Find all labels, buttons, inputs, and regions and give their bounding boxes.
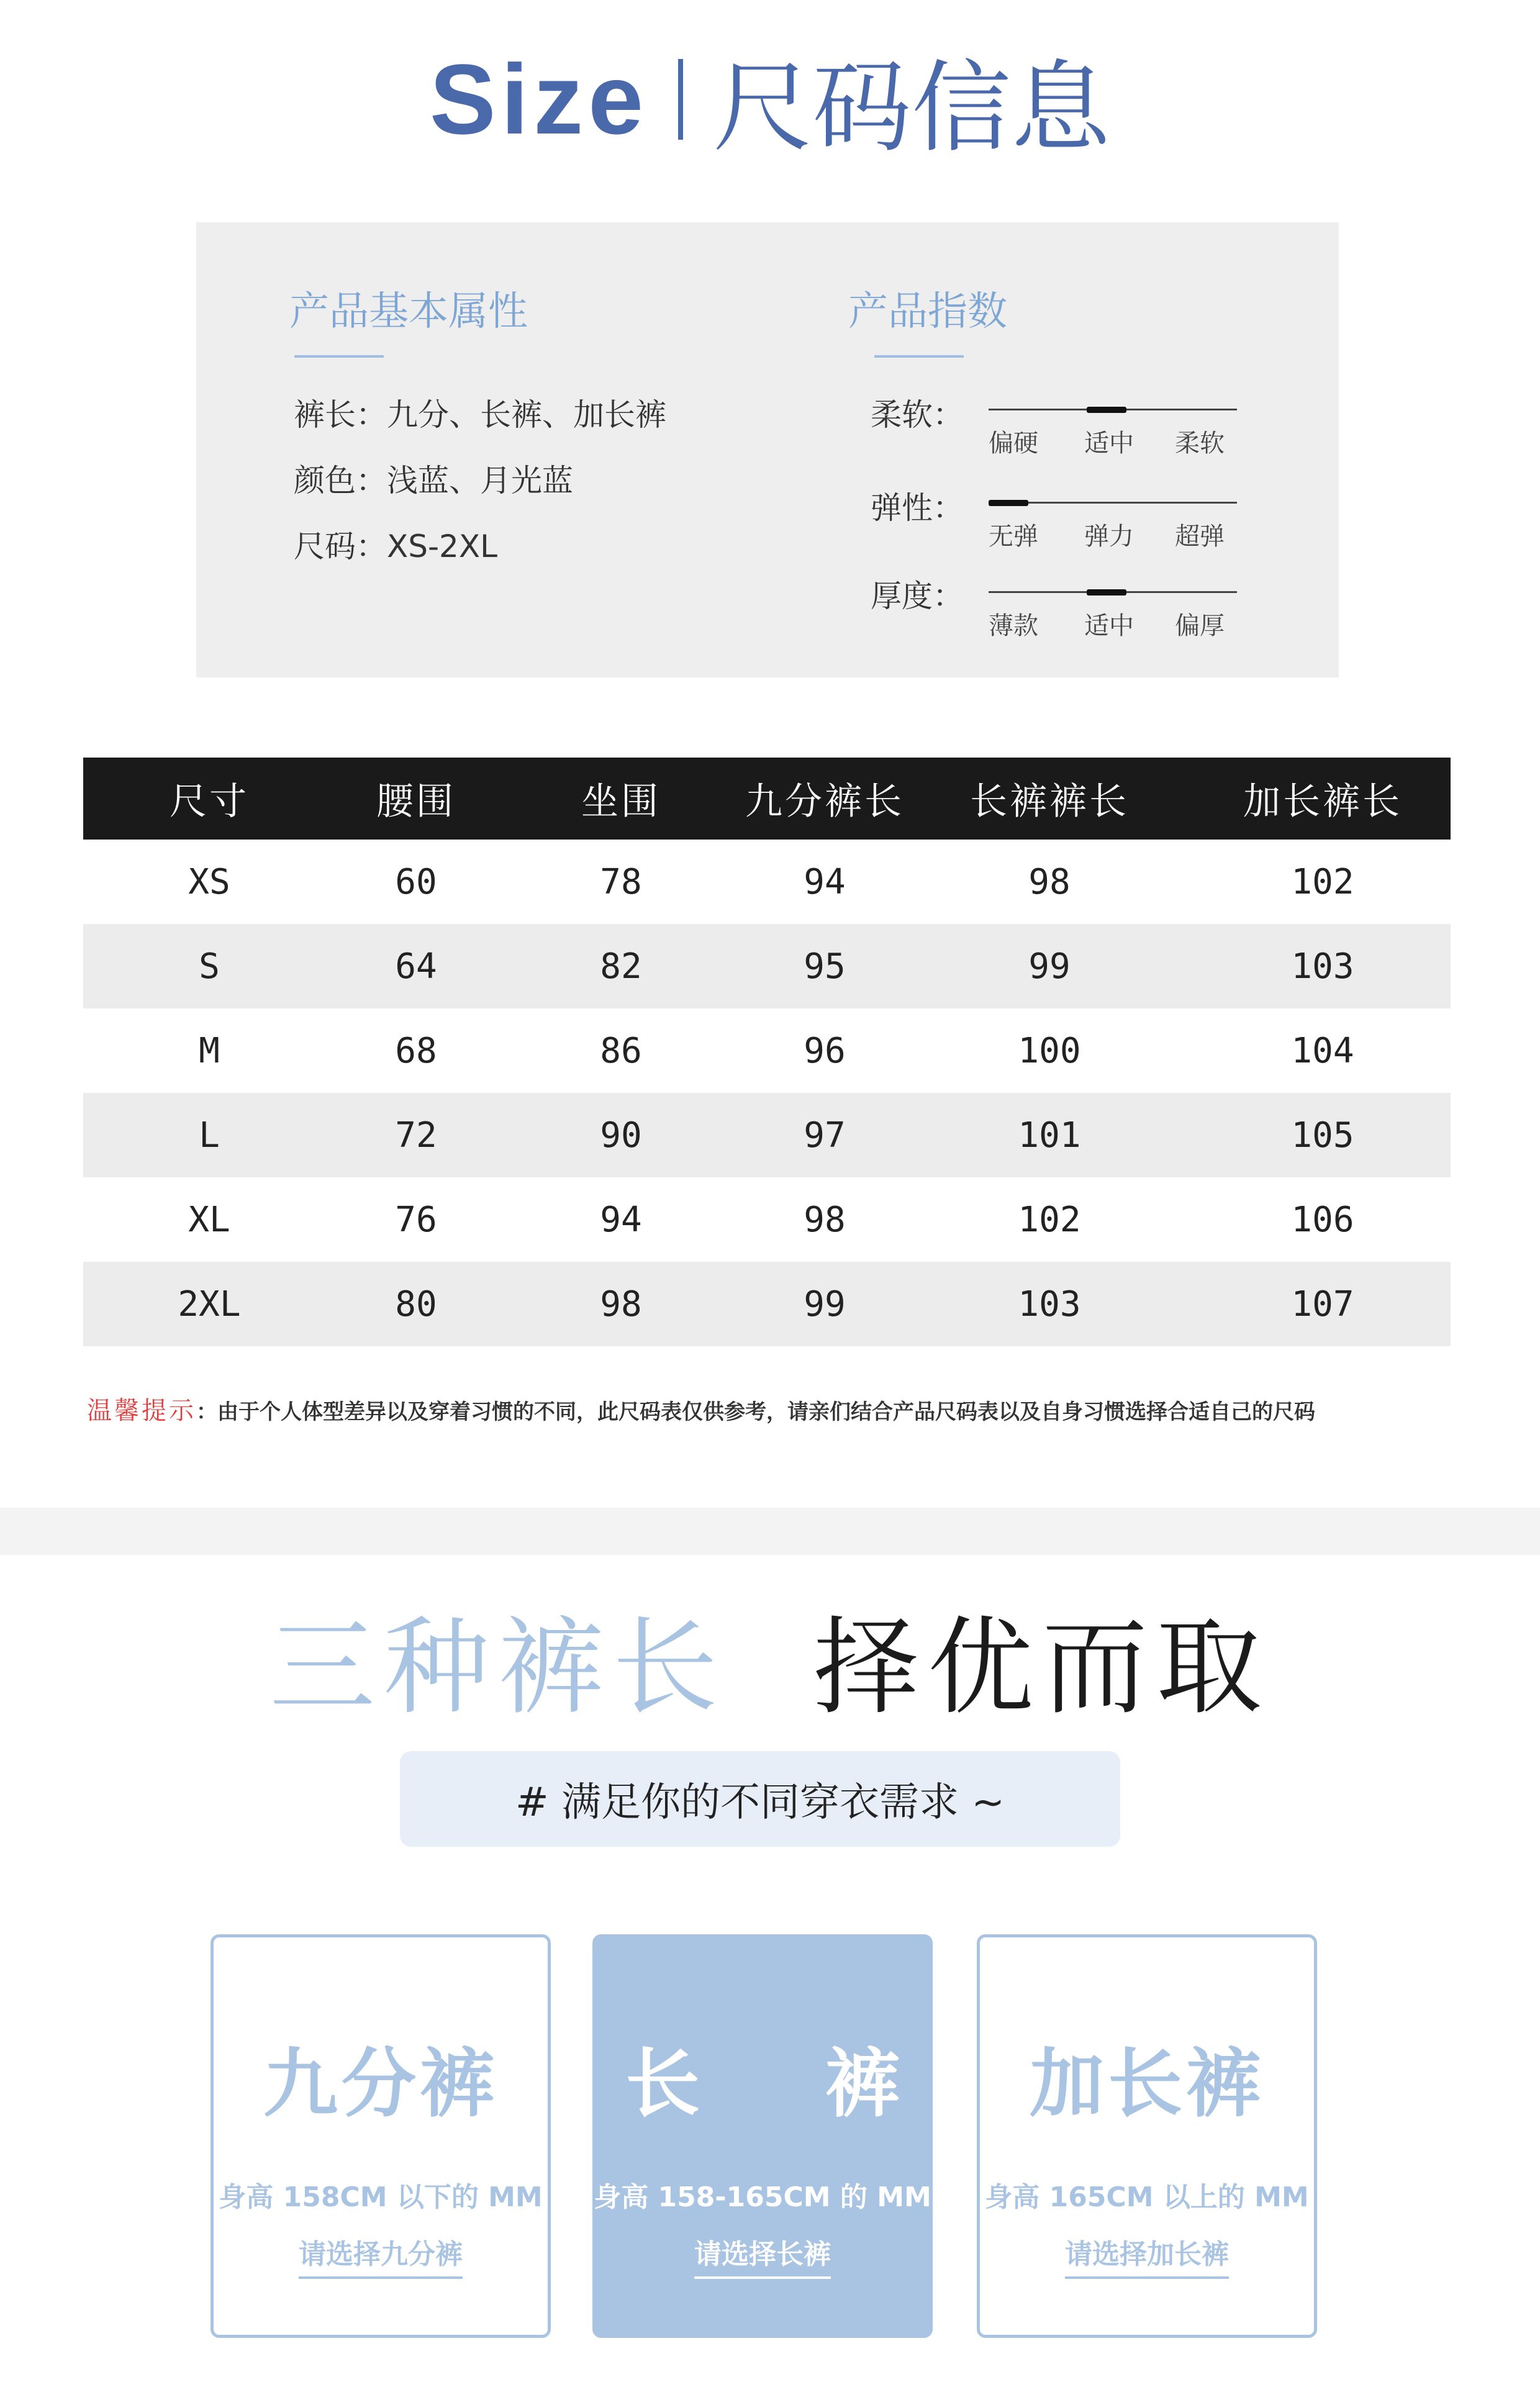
index-elasticity-option-1: 无弹: [989, 522, 1038, 551]
cell-size: M: [199, 1030, 220, 1071]
basic-attributes-underline: [294, 355, 384, 358]
basic-attributes-heading: 产品基本属性: [289, 289, 528, 335]
header-ninth-length: 九分裤长: [745, 780, 904, 823]
cell-size: S: [199, 946, 220, 987]
index-elasticity-label: 弹性：: [871, 490, 964, 526]
table-row: [83, 1093, 1451, 1177]
card-select-link[interactable]: 请选择九分裤: [299, 2232, 463, 2279]
cell-ninth-length: 96: [804, 1030, 846, 1071]
attr-line-color: 颜色：浅蓝、月光蓝: [294, 463, 573, 499]
cell-size: L: [199, 1115, 220, 1156]
cell-size: 2XL: [178, 1284, 241, 1325]
cell-hip: 90: [600, 1115, 642, 1156]
header-waist: 腰围: [376, 780, 456, 823]
cell-extra-length: 107: [1291, 1284, 1354, 1325]
cell-extra-length: 103: [1291, 946, 1354, 987]
tip-label: 温馨提示: [87, 1397, 196, 1425]
index-softness-marker: [1087, 407, 1126, 413]
table-row: [83, 1008, 1451, 1093]
cell-hip: 98: [600, 1284, 642, 1325]
index-thickness-label: 厚度：: [871, 578, 964, 614]
card-title: 九分裤: [263, 2041, 498, 2127]
cell-extra-length: 102: [1291, 861, 1354, 902]
slogan-right: 择优而取: [813, 1606, 1271, 1729]
index-thickness-option-2: 适中: [1084, 612, 1134, 640]
cell-ninth-length: 98: [804, 1199, 846, 1240]
table-row: [83, 840, 1451, 924]
title-separator: [678, 59, 683, 140]
tagline-pill: # 满足你的不同穿衣需求 ~: [400, 1751, 1120, 1847]
card-select-link[interactable]: 请选择长裤: [694, 2232, 831, 2279]
cell-hip: 94: [600, 1199, 642, 1240]
cell-long-length: 98: [1028, 861, 1071, 902]
card-ninth-pants[interactable]: [211, 1934, 551, 2338]
index-thickness-option-1: 薄款: [989, 612, 1038, 640]
slogan: [0, 1590, 1540, 1729]
card-extra-long-pants[interactable]: [977, 1934, 1317, 2338]
cell-waist: 60: [395, 861, 437, 902]
cell-waist: 80: [395, 1284, 437, 1325]
index-softness-option-2: 适中: [1084, 429, 1134, 458]
cell-ninth-length: 97: [804, 1115, 846, 1156]
cell-extra-length: 104: [1291, 1030, 1354, 1071]
card-title: 加长裤: [1030, 2041, 1264, 2127]
slogan-left: 三种裤长: [269, 1606, 727, 1729]
page-title: [0, 37, 1540, 166]
index-elasticity-marker: [989, 500, 1028, 506]
cell-long-length: 102: [1018, 1199, 1081, 1240]
cell-size: XL: [188, 1199, 230, 1240]
cell-waist: 76: [395, 1199, 437, 1240]
index-elasticity-option-3: 超弹: [1175, 522, 1225, 551]
header-long-length: 长裤裤长: [970, 780, 1129, 823]
card-height-range: 身高 165CM 以上的 MM: [985, 2181, 1309, 2213]
cell-long-length: 100: [1018, 1030, 1081, 1071]
cell-hip: 82: [600, 946, 642, 987]
cell-hip: 86: [600, 1030, 642, 1071]
cell-long-length: 99: [1028, 946, 1071, 987]
index-thickness-marker: [1087, 589, 1126, 596]
attr-line-length: 裤长：九分、长裤、加长裤: [294, 397, 666, 433]
cell-extra-length: 106: [1291, 1199, 1354, 1240]
header-size: 尺寸: [170, 780, 249, 823]
cell-size: XS: [188, 861, 230, 902]
index-elasticity-option-2: 弹力: [1084, 522, 1134, 551]
size-table-header: [83, 758, 1451, 840]
cell-waist: 72: [395, 1115, 437, 1156]
tip-text: ：由于个人体型差异以及穿着习惯的不同，此尺码表仅供参考，请亲们结合产品尺码表以及自身习惯选择合适自己的尺码: [196, 1400, 1315, 1424]
cell-ninth-length: 95: [804, 946, 846, 987]
index-thickness-option-3: 偏厚: [1175, 612, 1225, 640]
card-height-range: 身高 158CM 以下的 MM: [219, 2181, 543, 2213]
card-title: 长 裤: [625, 2041, 949, 2127]
size-tip: [87, 1391, 1453, 1426]
cell-ninth-length: 94: [804, 861, 846, 902]
card-height-range: 身高 158-165CM 的 MM: [594, 2181, 931, 2213]
attr-line-size: 尺码：XS-2XL: [294, 528, 497, 564]
cell-ninth-length: 99: [804, 1284, 846, 1325]
cell-long-length: 103: [1018, 1284, 1081, 1325]
table-row: [83, 1177, 1451, 1262]
cell-waist: 68: [395, 1030, 437, 1071]
attribute-panel: [196, 222, 1339, 677]
product-index-underline: [874, 355, 964, 358]
index-softness-option-1: 偏硬: [989, 429, 1038, 458]
index-softness-option-3: 柔软: [1175, 429, 1225, 458]
section-divider: [0, 1508, 1540, 1555]
title-chinese: 尺码信息: [713, 50, 1111, 166]
table-row: [83, 1262, 1451, 1346]
product-index-heading: 产品指数: [848, 289, 1007, 335]
size-table: [83, 758, 1451, 1346]
cell-extra-length: 105: [1291, 1115, 1354, 1156]
card-select-link[interactable]: 请选择加长裤: [1065, 2232, 1229, 2279]
cell-waist: 64: [395, 946, 437, 987]
cell-hip: 78: [600, 861, 642, 902]
header-hip: 坐围: [581, 780, 661, 823]
table-row: [83, 924, 1451, 1008]
title-english: Size: [429, 43, 649, 155]
index-softness-label: 柔软：: [871, 397, 964, 433]
header-extra-length: 加长裤长: [1243, 780, 1402, 823]
cell-long-length: 101: [1018, 1115, 1081, 1156]
card-long-pants[interactable]: [592, 1934, 949, 2338]
